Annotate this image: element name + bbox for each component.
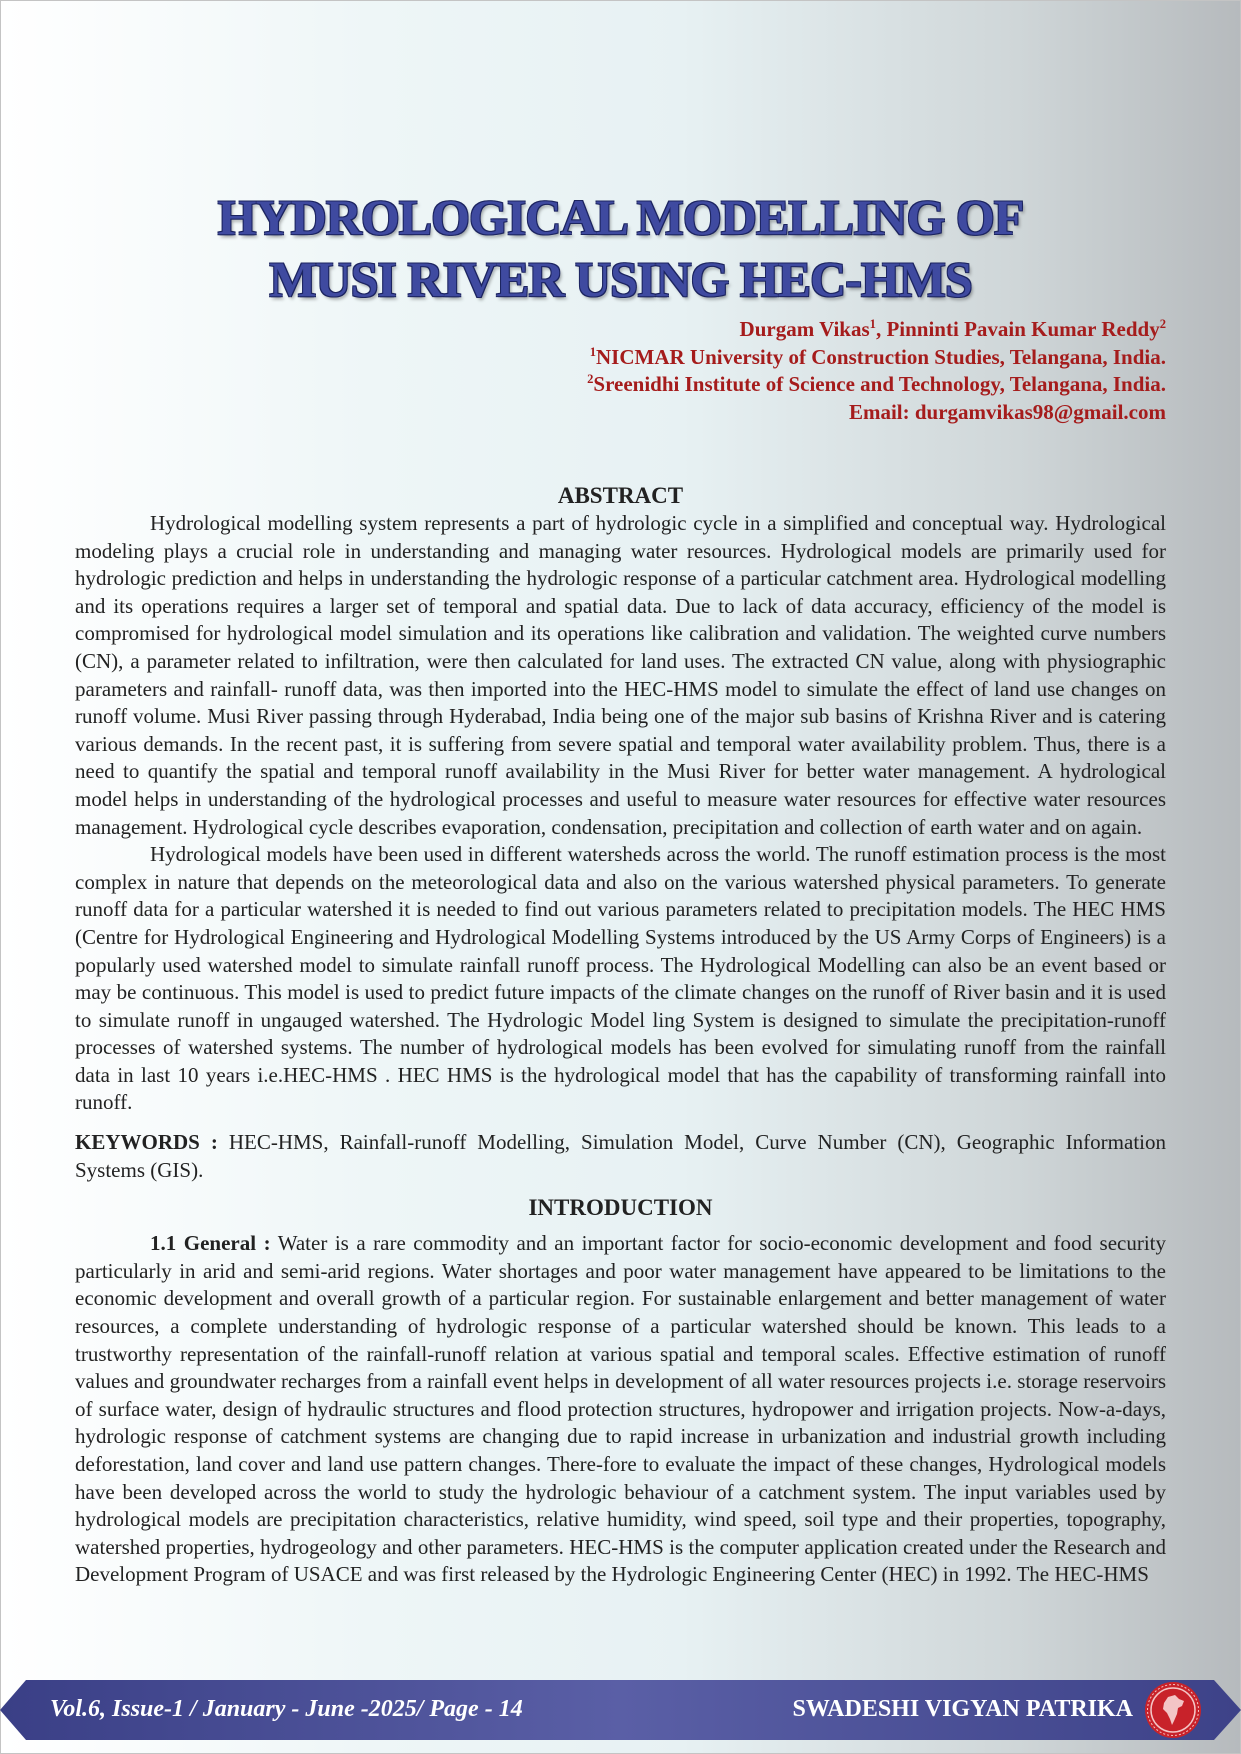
author-separator: , — [875, 317, 887, 341]
footer-issue: Vol.6, Issue-1 / January - June -2025/ Page - 14 — [50, 1696, 523, 1722]
author-block — [587, 316, 1166, 426]
affiliation-2-text: Sreenidhi Institute of Science and Technology, Telangana, India. — [593, 372, 1166, 396]
title-line-2: MUSI RIVER USING HEC-HMS — [269, 251, 972, 307]
article-title — [0, 186, 1241, 310]
general-subheading: 1.1 General : — [150, 1231, 271, 1256]
article-body — [75, 482, 1166, 1589]
abstract-heading: ABSTRACT — [557, 483, 684, 508]
affiliation-1 — [587, 344, 1166, 372]
affiliation-2-sup: 2 — [587, 372, 594, 386]
author-2-sup: 2 — [1159, 317, 1166, 331]
author-1: Durgam Vikas — [739, 317, 870, 341]
affiliation-1-sup: 1 — [589, 344, 596, 359]
author-1-sup: 1 — [869, 317, 876, 331]
introduction-paragraph-1 — [75, 1230, 1166, 1589]
introduction-text: Water is a rare commodity and an important factor for socio-economic development and food security particularly in arid and semi-arid regions. Water shortages and poor water management have appeared to be limitations to the economic development and overall growth of a particular region. For sustainable enlargement and better management of water resources, a complete understanding of hydrologic response of a particular watershed should be known. This leads to a trustworthy representation of the rainfall-runoff relation at various spatial and temporal scales. Effective estimation of runoff values and groundwater recharges from a rainfall event helps in development of all water resources projects i.e. storage reservoirs of surface water, design of hydraulic structures and flood protection structures, hydropower and irrigation projects. Now-a-days, hydrologic response of catchment systems are changing due to rapid increase in urbanization and industrial growth including deforestation, land cover and land use pattern changes. There-fore to evaluate the impact of these changes, Hydrological models have been developed across the world to study the hydrologic behaviour of a catchment system. The input variables used by hydrological models are precipitation characteristics, relative humidity, wind speed, soil type and their properties, topography, watershed properties, hydrogeology and other parameters. HEC-HMS is the computer application created under the Research and Development Program of USACE and was first released by the Hydrologic Engineering Center (HEC) in 1992. The HEC-HMS — [75, 1231, 1166, 1587]
author-names — [587, 316, 1166, 344]
abstract-paragraph-1: Hydrological modelling system represents a part of hydrologic cycle in a simplified and conceptual way. Hydrological modeling plays a crucial role in understanding and managing water resources. Hydrological models are primarily used for hydrologic prediction and helps in understanding the hydrologic response of a particular catchment area. Hydrological modelling and its operations requires a larger set of temporal and spatial data. Due to lack of data accuracy, efficiency of the model is compromised for hydrological model simulation and its operations like calibration and validation. The weighted curve numbers (CN), a parameter related to infiltration, were then calculated for land uses. The extracted CN value, along with physiographic parameters and rainfall- runoff data, was then imported into the HEC-HMS model to simulate the effect of land use changes on runoff volume. Musi River passing through Hyderabad, India being one of the major sub basins of Krishna River and is catering various demands. In the recent past, it is suffering from severe spatial and temporal water availability problem. Thus, there is a need to quantify the spatial and temporal runoff availability in the Musi River for better water management. A hydrological model helps in understanding of the hydrological processes and useful to measure water resources for effective water resources management. Hydrological cycle describes evaporation, condensation, precipitation and collection of earth water and on again. — [75, 511, 1166, 839]
footer-journal-name: SWADESHI VIGYAN PATRIKA — [792, 1696, 1133, 1722]
keywords-label: KEYWORDS : — [75, 1130, 218, 1155]
keywords — [75, 1129, 1166, 1184]
abstract-paragraph-2: Hydrological models have been used in different watersheds across the world. The runoff estimation process is the most complex in nature that depends on the meteorological data and also on the various watershed physical parameters. To generate runoff data for a particular watershed it is needed to find out various parameters related to precipitation models. The HEC HMS (Centre for Hydrological Engineering and Hydrological Modelling Systems introduced by the US Army Corps of Engineers) is a popularly used watershed model to simulate rainfall runoff process. The Hydrological Modelling can also be an event based or may be continuous. This model is used to predict future impacts of the climate changes on the runoff of River basin and it is used to simulate runoff in ungauged watershed. The Hydrologic Model ling System is designed to simulate the precipitation-runoff processes of watershed systems. The number of hydrological models has been evolved for simulating runoff from the rainfall data in last 10 years i.e.HEC-HMS . HEC HMS is the hydrological model that has the capability of transforming rainfall into runoff. — [75, 842, 1166, 1115]
affiliation-2 — [587, 371, 1166, 399]
introduction-heading: INTRODUCTION — [528, 1195, 713, 1221]
journal-logo-icon — [1144, 1681, 1202, 1739]
title-line-1: HYDROLOGICAL MODELLING OF — [217, 189, 1024, 245]
author-email[interactable]: Email: durgamvikas98@gmail.com — [848, 399, 1166, 424]
author-2: Pinninti Pavain Kumar Reddy — [886, 317, 1160, 341]
affiliation-1-text: NICMAR University of Construction Studies, Telangana, India. — [596, 344, 1166, 369]
keywords-text: HEC-HMS, Rainfall-runoff Modelling, Simulation Model, Curve Number (CN), Geographic Information Systems (GIS). — [75, 1130, 1166, 1182]
